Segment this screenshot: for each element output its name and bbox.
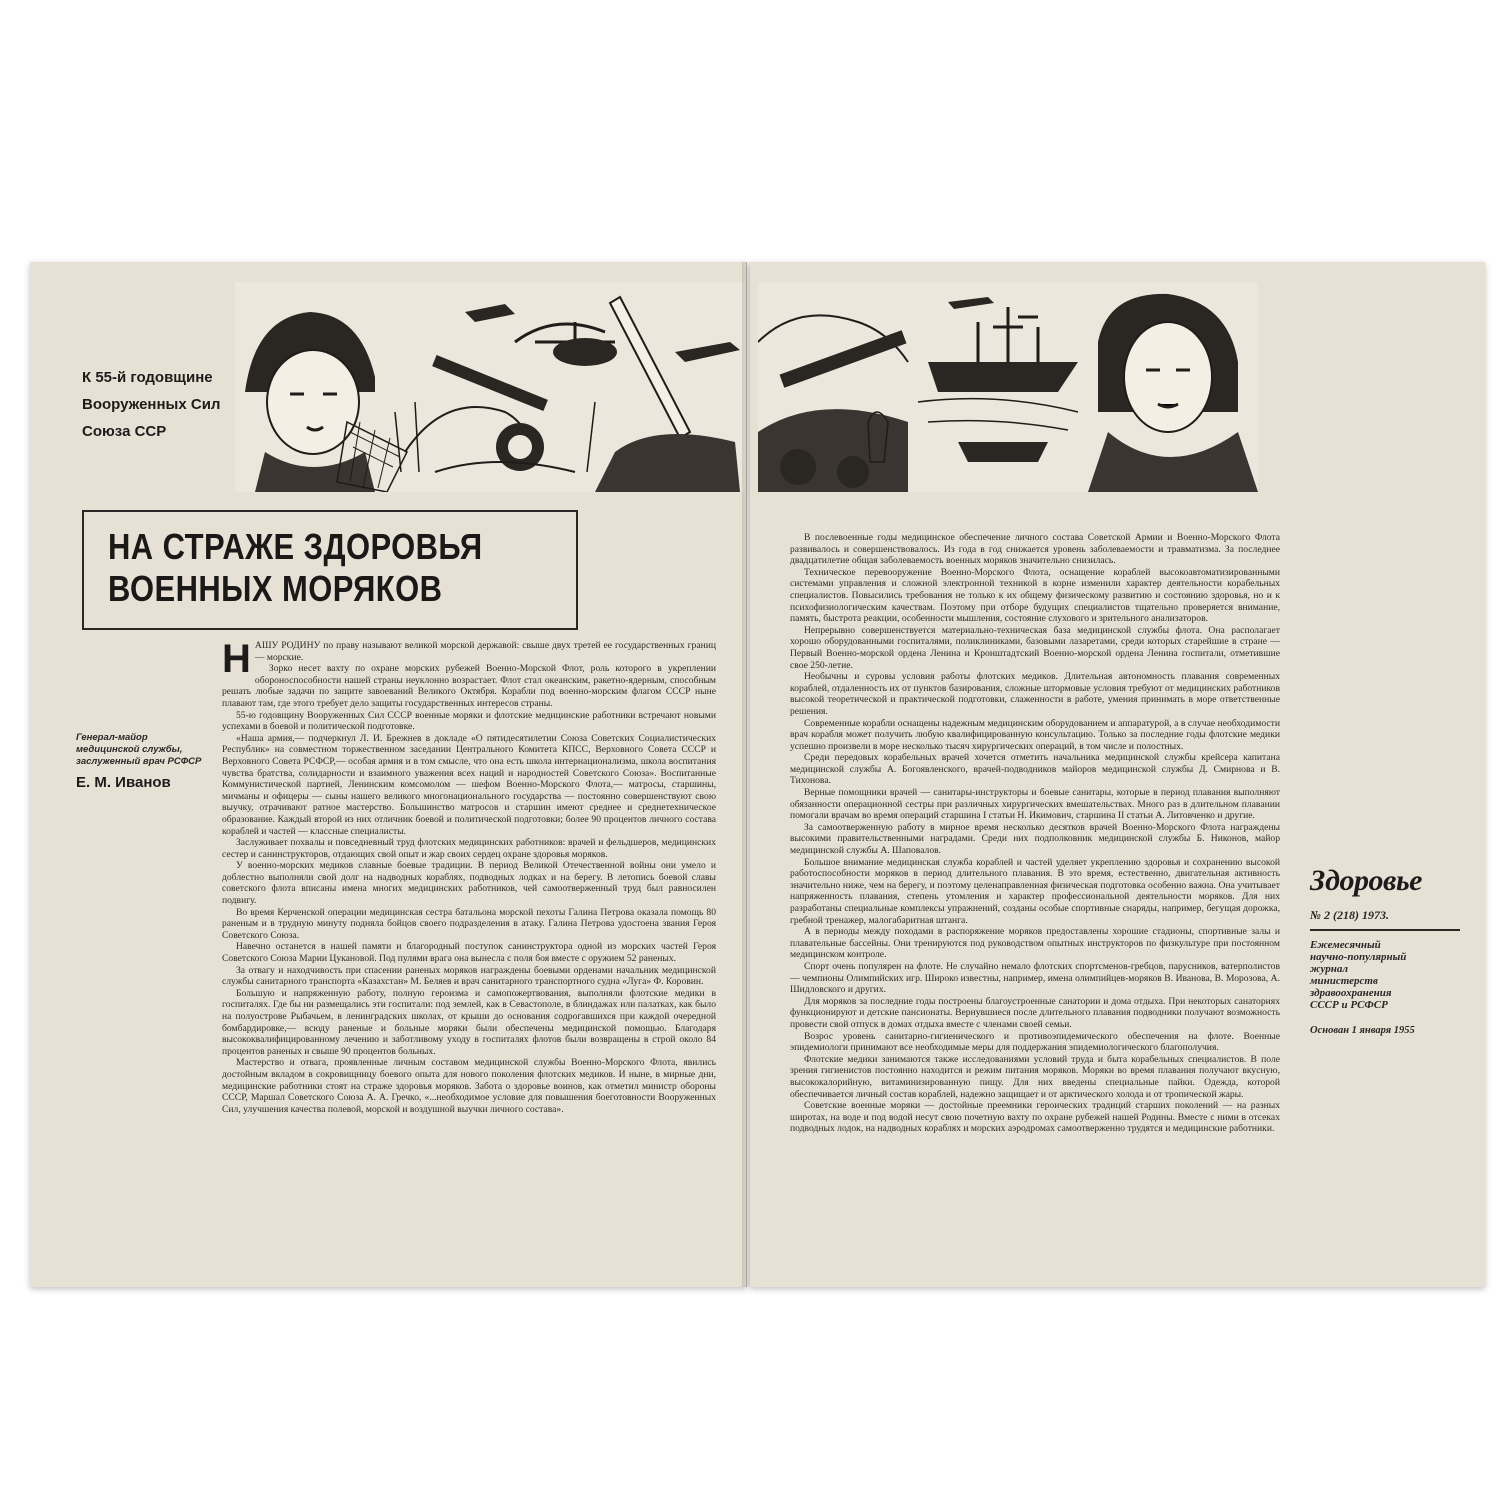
masthead-desc-5: здравоохранения (1310, 987, 1392, 999)
paragraph: А в периоды между походами в распоряжение моряков предоставлены хорошие стадионы, спортивные залы и плавательные бассейны. Они тренируются под руководством опытных инструкторов по физкультуре при постоянном медицинском контроле. (790, 926, 1280, 961)
headline-line-2: ВОЕННЫХ МОРЯКОВ (108, 568, 443, 609)
paragraph: Верные помощники врачей — санитары-инструкторы и боевые санитары, которые в период плавания выполняют обязанности операционной сестры при различных хирургических вмешательствах. Много раз в длительном плавании помогали врачам во время операций старшина I статьи Н. Икимович, старшина II статьи А. Литовченко и другие. (790, 787, 1280, 822)
paragraph: Современные корабли оснащены надежным медицинским оборудованием и аппаратурой, а в случае необходимости врач корабля может получить любую квалифицированную консультацию. Только за последние годы флотские медики успешно произвели в море несколько тысяч хирургических операций, в том числе и полостных. (790, 717, 1280, 752)
paragraph: За отвагу и находчивость при спасении раненых моряков награждены боевыми орденами начальник медицинской службы санитарного транспорта «Казахстан» М. Беляев и врач санитарного транспортного судна «Луга» Ф. Коровин. (222, 964, 716, 988)
paragraph: Зорко несет вахту по охране морских рубежей Военно-Морской Флот, роль которого в укреплении обороноспособности нашей страны неуклонно возрастает. Флот стал океанским, ракетно-ядерным, способным решать любые задачи по защите завоеваний Великого Октября. Корабли под военно-морским флагом СССР ныне плавают там, где этого требует дело защиты государственных интересов страны. (222, 663, 716, 709)
paragraph: Среди передовых корабельных врачей хочется отметить начальника медицинской службы крейсера капитана медицинской службы А. Богоявленского, врачей-подводников майоров медицинской службы Д. Смирнова и В. Тихонова. (790, 752, 1280, 787)
headline-line-1: НА СТРАЖЕ ЗДОРОВЬЯ (108, 526, 483, 567)
dropcap: Н (222, 640, 251, 681)
paragraph: «Наша армия,— подчеркнул Л. И. Брежнев в докладе «О пятидесятилетии Союза Советских Социалистических Республик» на совместном торжественном заседании Центрального Комитета КПСС, Верховного Совета СССР и Верховного Совета РСФСР,— особая армия и в том смысле, что она есть школа интернационализма, школа воспитания чувства братства, солидарности и взаимного уважения всех наций и народностей Советского Союза». Воспитанные Коммунистической партией, Ленинским комсомолом — шефом Военно-Морского Флота,— матросы, старшины, мичманы и офицеры — сыны нашего великого многонационального государства — постоянно совершенствуют свою выучку, отрачивают ратное мастерство. Большинство матросов и старшин имеют среднее и среднетехническое образование. Каждый второй из них отличник боевой и политической подготовки; более 90 процентов личного состава кораблей и частей — классные специалисты. (222, 732, 716, 837)
paragraph: Необычны и суровы условия работы флотских медиков. Длительная автономность плавания современных кораблей, отдаленность их от пунктов базирования, сложные штормовые условия требуют от медицинских работников высокой теоретической и практической подготовки, слаженности в работе, умения принимать в море ответственные решения. (790, 671, 1280, 717)
masthead-desc-2: научно-популярный (1310, 951, 1407, 963)
left-page (30, 262, 747, 1287)
warship-illustration (758, 282, 1258, 492)
paragraph: НАШУ РОДИНУ по праву называют великой морской державой: свыше двух третей ее государственных границ — морские. (222, 640, 716, 681)
masthead-rule (1310, 929, 1460, 931)
paragraph: Большое внимание медицинская служба кораблей и частей уделяет укреплению здоровья и сохранению высокой работоспособности моряков в период длительного плавания. В это время, естественно, двигательная активность значительно ниже, чем на берегу, и поэтому целенаправленная физическая подготовка особенно важна. Она учитывает напряженность плавания, степень утомления и характер профессиональной деятельности моряков. Для них разработаны специальные комплексы упражнений, созданы особые спортивные снаряды, например, бегущая дорожка, гребной тренажер, малогабаритная штанга. (790, 856, 1280, 926)
headline-box (82, 510, 578, 630)
right-page (750, 262, 1485, 1287)
issue-number: № 2 (218) 1973. (1310, 908, 1389, 922)
article-body-right (790, 532, 1280, 1192)
paragraph: Спорт очень популярен на флоте. Не случайно немало флотских спортсменов-гребцов, парусников, ватерполистов — чемпионы Олимпийских игр. Широко известны, например, имена олимпийцев-моряков В. Иванова, В. Морозова, А. Шидловского и других. (790, 960, 1280, 996)
paragraph: Флотские медики занимаются также исследованиями условий труда и быта корабельных специалистов. В поле зрения гигиенистов постоянно находится и режим питания моряков. Моряки во время плавания получают вкусную, высококалорийную, витаминизированную пищу. Для них введены специальные пайки. Одежда, которой обеспечивается личный состав кораблей, надежно защищает и от арктического холода и от тропической жары. (790, 1053, 1280, 1100)
author-role-line-1: Генерал-майор (76, 732, 148, 743)
magazine-spread (30, 262, 1485, 1292)
magazine-masthead (1310, 864, 1475, 1036)
author-name: Е. М. Иванов (76, 774, 171, 791)
masthead-desc-3: журнал (1310, 963, 1348, 975)
masthead-desc-1: Ежемесячный (1310, 939, 1381, 951)
paragraph: 55-ю годовщину Вооруженных Сил СССР военные моряки и флотские медицинские работники встречают новыми успехами в боевой и политической подготовке. (222, 709, 716, 733)
author-role-line-2: медицинской службы, (76, 744, 183, 755)
article-body-left (222, 640, 716, 1252)
paragraph: Для моряков за последние годы построены благоустроенные санатории и дома отдыха. При некоторых санаториях функционируют и детские пансионаты. Вернувшиеся после длительного плавания подводники получают возможность провести свой отпуск в домах отдыха вместе с членами своей семьи. (790, 995, 1280, 1030)
paragraph: Возрос уровень санитарно-гигиенического и противоэпидемического обеспечения на флоте. Военные эпидемиологи принимают все необходимые меры для поддержания эпидемиологического благополучия. (790, 1030, 1280, 1054)
overline-line-1: К 55-й годовщине (82, 369, 213, 386)
overline-line-3: Союза ССР (82, 423, 167, 440)
masthead-desc-4: министерств (1310, 975, 1378, 987)
article-headline (108, 526, 555, 610)
paragraph: Техническое перевооружение Военно-Морского Флота, оснащение кораблей высокоавтоматизированными системами управления и сложной электронной техникой в корне изменили характер деятельности корабельных специалистов. Повысились требования не только к их общему физическому развитию и состоянию здоровья, но и к психофизиологическим качествам. Поэтому при отборе будущих специалистов тщательно проверяется внимание, память, быстрота реакции, особенности мышления, состояние слухового и зрительного анализаторов. (790, 566, 1280, 625)
paragraph: Заслуживает похвалы и повседневный труд флотских медицинских работников: врачей и фельдшеров, медицинских сестер и санинструкторов, отдающих свой опыт и жар своих сердец охране здоровья моряков. (222, 837, 716, 860)
paragraph: Мастерство и отвага, проявленные личным составом медицинской службы Военно-Морского Флота, явились достойным вкладом в сокровищницу боевого опыта для нового поколения флотских медиков. И ныне, в мирные дни, медицинские работники стоят на страже здоровья моряков. Забота о здоровье воинов, как отметил министр обороны СССР, Маршал Советского Союза А. А. Гречко, «...необходимое условие для повышения боеготовности Вооруженных Сил, улучшения качества полевой, морской и воздушной выучки личного состава». (222, 1057, 716, 1115)
military-illustration-left (235, 282, 745, 492)
paragraph: Большую и напряженную работу, полную героизма и самопожертвования, выполняли флотские медики в госпиталях. Где бы ни размещались эти госпитали: под землей, как в Севастополе, в блиндажах или палатках, как было на полуострове Рыбачьем, в ленинградских школах, от крыши до основания содрогавшихся при каждой очередной бомбардировке,— всюду раненые и больные моряки были обеспечены медицинской помощью. Благодаря высококвалифицированному лечению и заботливому уходу в госпиталях флотов были возвращены в строй около 84 процентов раненых и свыше 90 процентов больных. (222, 987, 716, 1057)
paragraph: У военно-морских медиков славные боевые традиции. В период Великой Отечественной войны они умело и доблестно выполняли свой долг на надводных кораблях, подводных лодках и на берегу. В летопись боевой славы советского флота вписаны имена многих медицинских работников, чей самоотверженный труд был равносилен подвигу. (222, 860, 716, 907)
soldier-portrait-illustration (235, 282, 745, 492)
author-role-line-3: заслуженный врач РСФСР (76, 756, 202, 767)
overline-line-2: Вооруженных Сил (82, 396, 221, 413)
paragraph: За самоотверженную работу в мирное время несколько десятков врачей Военно-Морского Флота награждены высокими правительственными наградами. Среди них подполковник медицинской службы Б. Никонов, майор медицинской службы А. Шаповалов. (790, 821, 1280, 857)
military-illustration-right (758, 282, 1258, 492)
paragraph: Во время Керченской операции медицинская сестра батальона морской пехоты Галина Петрова оказала помощь 80 раненым и в трудную минуту подняла бойцов своего подразделения в атаку. Галина Петрова удостоена звания Героя Советского Союза. (222, 906, 716, 941)
paragraph: Непрерывно совершенствуется материально-техническая база медицинской службы флота. Она располагает хорошо оборудованными госпиталями, поликлиниками, базовыми лазаретами, среди которых старейшие в стране — Первый Военно-морской ордена Ленина и Кронштадтский Военно-морской ордена Ленина госпитали, отметившие свое 250-летие. (790, 624, 1280, 671)
paragraph: В послевоенные годы медицинское обеспечение личного состава Советской Армии и Военно-Морского Флота развивалось и совершенствовалось. Из года в год снижается уровень заболеваемости и травматизма. За последнее двадцатилетие общая заболеваемость военных моряков значительно снизилась. (790, 532, 1280, 567)
paragraph: Советские военные моряки — достойные преемники героических традиций старших поколений — на разных широтах, на воде и под водой несут свою почетную вахту по охране рубежей нашей Родины. Вместе с ними в отсеках подводных лодок, на надводных кораблях и морских аэродромах самоотверженно трудятся и медицинские работники. (790, 1100, 1280, 1135)
magazine-logo: Здоровье (1310, 864, 1422, 897)
masthead-desc-6: СССР и РСФСР (1310, 999, 1388, 1011)
anniversary-overline (82, 364, 242, 445)
founded-date: Основан 1 января 1955 (1310, 1025, 1415, 1036)
author-byline (76, 732, 226, 791)
paragraph: Навечно останется в нашей памяти и благородный поступок санинструктора одной из морских частей Героя Советского Союза Марии Цукановой. Под пулями врага она вынесла с поля боя вместе с оружием 52 раненых. (222, 941, 716, 965)
